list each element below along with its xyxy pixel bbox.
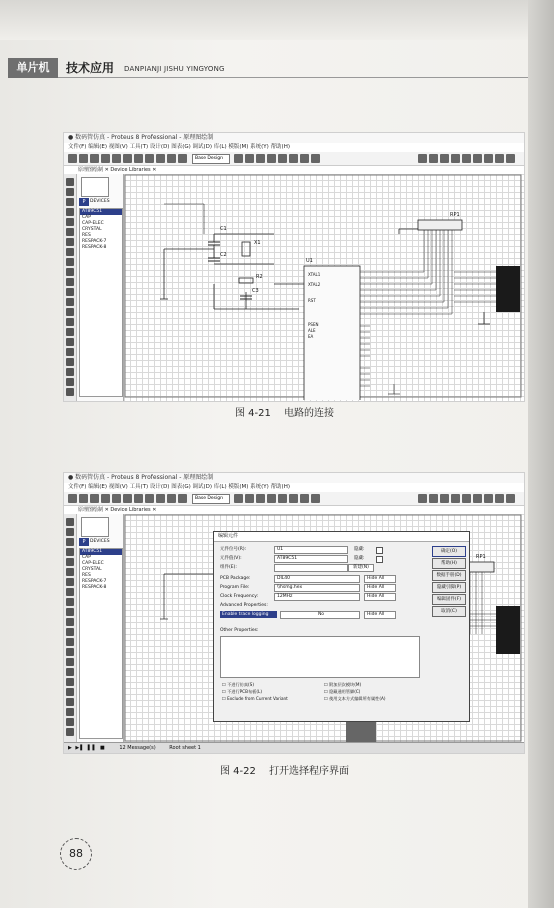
bom-icon[interactable] <box>156 494 165 503</box>
help-button[interactable]: 帮助(H) <box>432 558 466 569</box>
block-move-icon[interactable] <box>484 154 493 163</box>
field-label: Advanced Properties: <box>220 603 268 608</box>
text-script-icon[interactable] <box>66 558 74 566</box>
r2-label: R2 <box>256 274 263 280</box>
device-item[interactable]: RESPACK-8 <box>82 585 107 590</box>
pan-icon[interactable] <box>267 154 276 163</box>
marker-icon[interactable] <box>66 368 74 376</box>
origin-icon[interactable] <box>256 154 265 163</box>
block-delete-icon[interactable] <box>506 494 515 503</box>
sheet-name: Root sheet 1 <box>169 745 201 751</box>
figure-caption-4-21 <box>235 404 334 419</box>
menu-bar[interactable]: 文件(F) 编辑(E) 视图(V) 工具(T) 设计(D) 图表(G) 调试(D) 库(L) 模版(M) 系统(Y) 帮助(H) <box>68 144 290 150</box>
section-badge: 单片机 <box>8 58 58 78</box>
gallery-icon[interactable] <box>145 494 154 503</box>
caption-number: 图 4-22 <box>220 766 256 777</box>
junction-icon[interactable] <box>66 198 74 206</box>
checkbox-label[interactable]: ☐ 隐藏通用管脚(C) <box>324 689 361 694</box>
new-file-icon[interactable] <box>68 494 77 503</box>
dialog-title: 编辑元件 <box>214 532 469 542</box>
page-number: 88 <box>60 838 92 870</box>
menu-bar[interactable]: 文件(F) 编辑(E) 视图(V) 工具(T) 设计(D) 图表(G) 调试(D) 库(L) 模版(M) 系统(Y) 帮助(H) <box>68 484 290 490</box>
box-icon[interactable] <box>66 308 74 316</box>
field-label: 元件位号(R): <box>220 547 247 552</box>
zoom-out-icon[interactable] <box>289 494 298 503</box>
source-code-icon[interactable] <box>167 154 176 163</box>
clock-frequency-input[interactable]: 12MHz <box>274 593 360 601</box>
circle-icon[interactable] <box>66 658 74 666</box>
device-item[interactable]: CRYSTAL <box>82 227 102 232</box>
ok-button[interactable]: 确定(O) <box>432 546 466 557</box>
device-item[interactable]: RES <box>82 233 91 238</box>
gallery-icon[interactable] <box>145 154 154 163</box>
pin-icon[interactable] <box>66 258 74 266</box>
hidden-checkbox[interactable] <box>376 547 383 554</box>
hide-all-select[interactable]: Hide All <box>364 593 396 601</box>
pin-label: PSEN <box>308 322 319 327</box>
device-list[interactable] <box>79 548 123 739</box>
devices-label: DEVICES <box>90 539 110 544</box>
circle-icon[interactable] <box>66 318 74 326</box>
u1-label: U1 <box>306 258 313 264</box>
device-item[interactable]: RESPACK-7 <box>82 239 107 244</box>
path-icon[interactable] <box>66 338 74 346</box>
group-input[interactable] <box>274 564 348 572</box>
pin-icon[interactable] <box>66 598 74 606</box>
line-icon[interactable] <box>66 298 74 306</box>
arc-icon[interactable] <box>66 668 74 676</box>
pin-label: RST <box>308 298 316 303</box>
instrument-icon[interactable] <box>66 628 74 636</box>
redo-icon[interactable] <box>429 494 438 503</box>
rp1-label: RP1 <box>450 212 460 218</box>
print-icon[interactable] <box>101 494 110 503</box>
paste-icon[interactable] <box>462 494 471 503</box>
toolbar <box>64 492 524 506</box>
mode-toolbar <box>64 174 77 401</box>
schematic-icon[interactable] <box>123 154 132 163</box>
editor-tabs[interactable]: 原理图绘制 ✕ Device Libraries ✕ <box>78 507 157 513</box>
window-title: ● 数码管仿真 - Proteus 8 Professional - 原理图绘制 <box>64 133 524 143</box>
home-icon[interactable] <box>112 154 121 163</box>
play-controls-icon[interactable]: ▶ ▶▌ ▌▌ ■ <box>68 745 106 751</box>
cancel-button[interactable]: 取消(C) <box>432 606 466 617</box>
component-preview <box>81 177 109 197</box>
grid-icon[interactable] <box>245 154 254 163</box>
field-label: PCB Package: <box>220 576 251 581</box>
probe-icon[interactable] <box>66 278 74 286</box>
field-label: Program File: <box>220 585 250 590</box>
checkbox-label[interactable]: ☐ 不进行PCB布板(L) <box>222 689 262 694</box>
pcb-package-select[interactable]: DIL40 <box>274 575 360 583</box>
device-panel <box>77 514 124 743</box>
device-item[interactable]: RES <box>82 573 91 578</box>
figure-4-22-screenshot <box>63 472 525 754</box>
box-icon[interactable] <box>66 648 74 656</box>
field-label[interactable]: Enable trace logging <box>220 611 277 618</box>
section-title: 技术应用 <box>66 61 115 75</box>
device-item[interactable]: CAP <box>82 555 91 560</box>
zoom-all-icon[interactable] <box>300 154 309 163</box>
pick-device-button[interactable]: P <box>79 198 89 206</box>
status-bar <box>64 742 524 753</box>
text-script-icon[interactable] <box>66 218 74 226</box>
design-select[interactable]: Base Design <box>192 494 230 504</box>
help-icon[interactable] <box>178 154 187 163</box>
field-label: 元件值(V): <box>220 556 242 561</box>
text-icon[interactable] <box>66 688 74 696</box>
ref-input[interactable]: U1 <box>274 546 348 554</box>
refresh-icon[interactable] <box>234 494 243 503</box>
pcb-icon[interactable] <box>134 494 143 503</box>
c1-label: C1 <box>220 226 227 232</box>
hide-all-select[interactable]: Hide All <box>364 611 396 619</box>
line-icon[interactable] <box>66 638 74 646</box>
component-mode-icon[interactable] <box>66 188 74 196</box>
bus-icon[interactable] <box>66 228 74 236</box>
checkbox-label[interactable]: ☐ Exclude from Current Variant <box>222 696 288 701</box>
device-item[interactable]: RESPACK-8 <box>82 245 107 250</box>
undo-icon[interactable] <box>418 154 427 163</box>
select-mode-icon[interactable] <box>66 178 74 186</box>
editor-tabs[interactable]: 原理图绘制 ✕ Device Libraries ✕ <box>78 167 157 173</box>
checkbox-label[interactable]: ☐ 使用文本方式编辑所有属性(A) <box>324 696 386 701</box>
pin-label: ALE <box>308 328 316 333</box>
c2-label: C2 <box>220 252 227 258</box>
device-item[interactable]: RESPACK-7 <box>82 579 107 584</box>
zoom-all-icon[interactable] <box>300 494 309 503</box>
path-icon[interactable] <box>66 678 74 686</box>
select-mode-icon[interactable] <box>66 518 74 526</box>
source-code-icon[interactable] <box>167 494 176 503</box>
pin-label: XTAL2 <box>308 282 321 287</box>
zoom-area-icon[interactable] <box>311 494 320 503</box>
figure-4-21-screenshot <box>63 132 525 402</box>
hidden-label: 隐藏: <box>354 556 365 561</box>
trace-logging-select[interactable]: No <box>280 611 360 619</box>
schematic-canvas[interactable] <box>124 174 524 401</box>
grid-icon[interactable] <box>245 494 254 503</box>
toolbar <box>64 152 524 166</box>
hidden-checkbox[interactable] <box>376 556 383 563</box>
graph-icon[interactable] <box>66 268 74 276</box>
component-preview <box>81 517 109 537</box>
rotate-icon[interactable] <box>66 378 74 386</box>
graph-icon[interactable] <box>66 608 74 616</box>
edit-firmware-button[interactable]: 编辑固件(F) <box>432 594 466 605</box>
instrument-icon[interactable] <box>66 288 74 296</box>
cut-icon[interactable] <box>440 494 449 503</box>
block-rotate-icon[interactable] <box>495 494 504 503</box>
block-copy-icon[interactable] <box>473 494 482 503</box>
caption-text: 打开选择程序界面 <box>269 766 350 777</box>
caption-text: 电路的连接 <box>284 408 335 419</box>
section-pinyin: DANPIANJI JISHU YINGYONG <box>124 65 225 73</box>
cut-icon[interactable] <box>440 154 449 163</box>
device-list[interactable] <box>79 208 123 397</box>
arc-icon[interactable] <box>66 328 74 336</box>
open-file-icon[interactable] <box>79 494 88 503</box>
print-icon[interactable] <box>101 154 110 163</box>
hidden-pins-button[interactable]: 隐藏引脚(P) <box>432 582 466 593</box>
marker-icon[interactable] <box>66 708 74 716</box>
checkbox-label[interactable]: ☐ 不进行仿真(S) <box>222 682 254 687</box>
device-item[interactable]: CAP <box>82 215 91 220</box>
terminal-icon[interactable] <box>66 588 74 596</box>
junction-icon[interactable] <box>66 538 74 546</box>
save-file-icon[interactable] <box>90 154 99 163</box>
field-label: Clock Frequency: <box>220 594 259 599</box>
terminal-icon[interactable] <box>66 248 74 256</box>
origin-icon[interactable] <box>256 494 265 503</box>
datasheet-button[interactable]: 数据手册(D) <box>432 570 466 581</box>
copy-icon[interactable] <box>451 154 460 163</box>
wire-label-icon[interactable] <box>66 208 74 216</box>
block-rotate-icon[interactable] <box>495 154 504 163</box>
mirror-icon[interactable] <box>66 388 74 396</box>
schematic-drawing <box>124 174 524 400</box>
device-item[interactable]: CAP-ELEC <box>82 221 104 226</box>
zoom-in-icon[interactable] <box>278 154 287 163</box>
zoom-area-icon[interactable] <box>311 154 320 163</box>
paste-icon[interactable] <box>462 154 471 163</box>
undo-icon[interactable] <box>418 494 427 503</box>
pan-icon[interactable] <box>267 494 276 503</box>
hide-all-select[interactable]: Hide All <box>364 575 396 583</box>
component-mode-icon[interactable] <box>66 528 74 536</box>
redo-icon[interactable] <box>429 154 438 163</box>
design-select[interactable]: Base Design <box>192 154 230 164</box>
rotate-icon[interactable] <box>66 718 74 726</box>
book-spine-shadow <box>528 0 554 908</box>
subcircuit-icon[interactable] <box>66 578 74 586</box>
open-file-icon[interactable] <box>79 154 88 163</box>
message-count[interactable]: 12 Message(s) <box>119 745 156 751</box>
device-item[interactable]: AT89C51 <box>80 549 122 555</box>
device-panel <box>77 174 124 401</box>
header-rule <box>58 77 528 78</box>
block-copy-icon[interactable] <box>473 154 482 163</box>
subcircuit-icon[interactable] <box>66 238 74 246</box>
other-properties-textarea[interactable] <box>220 636 420 678</box>
figure-caption-4-22 <box>220 762 349 777</box>
c3-label: C3 <box>252 288 259 294</box>
pick-device-button[interactable]: P <box>79 538 89 546</box>
zoom-in-icon[interactable] <box>278 494 287 503</box>
zoom-out-icon[interactable] <box>289 154 298 163</box>
help-icon[interactable] <box>178 494 187 503</box>
devices-label: DEVICES <box>90 199 110 204</box>
mode-toolbar <box>64 514 77 743</box>
new-file-icon[interactable] <box>68 154 77 163</box>
pin-label: XTAL1 <box>308 272 321 277</box>
caption-number: 图 4-21 <box>235 408 271 419</box>
copy-icon[interactable] <box>451 494 460 503</box>
wire-label-icon[interactable] <box>66 548 74 556</box>
edit-component-dialog <box>213 531 470 722</box>
window-title: ● 数码管仿真 - Proteus 8 Professional - 原理图绘制 <box>64 473 524 483</box>
device-item[interactable]: AT89C51 <box>80 209 122 215</box>
bom-icon[interactable] <box>156 154 165 163</box>
refresh-icon[interactable] <box>234 154 243 163</box>
rp1-label: RP1 <box>476 554 486 560</box>
device-item[interactable]: CRYSTAL <box>82 567 102 572</box>
new-button[interactable]: 新建(N) <box>348 564 374 572</box>
block-delete-icon[interactable] <box>506 154 515 163</box>
program-file-input[interactable]: \\hsmg.hex <box>274 584 360 592</box>
hide-all-select[interactable]: Hide All <box>364 584 396 592</box>
symbol-icon[interactable] <box>66 698 74 706</box>
x1-label: X1 <box>254 240 261 246</box>
pin-label: EA <box>308 334 314 339</box>
home-icon[interactable] <box>112 494 121 503</box>
pcb-icon[interactable] <box>134 154 143 163</box>
text-icon[interactable] <box>66 348 74 356</box>
field-label: 组件(E): <box>220 565 237 570</box>
checkbox-label[interactable]: ☐ 附加层次模块(M) <box>324 682 362 687</box>
hidden-label: 隐藏: <box>354 547 365 552</box>
schematic-icon[interactable] <box>123 494 132 503</box>
bus-icon[interactable] <box>66 568 74 576</box>
device-item[interactable]: CAP-ELEC <box>82 561 104 566</box>
symbol-icon[interactable] <box>66 358 74 366</box>
save-file-icon[interactable] <box>90 494 99 503</box>
value-input[interactable]: AT89C51 <box>274 555 348 563</box>
block-move-icon[interactable] <box>484 494 493 503</box>
probe-icon[interactable] <box>66 618 74 626</box>
page-top-shadow <box>0 0 554 40</box>
mirror-icon[interactable] <box>66 728 74 736</box>
other-properties-label: Other Properties: <box>220 628 259 633</box>
